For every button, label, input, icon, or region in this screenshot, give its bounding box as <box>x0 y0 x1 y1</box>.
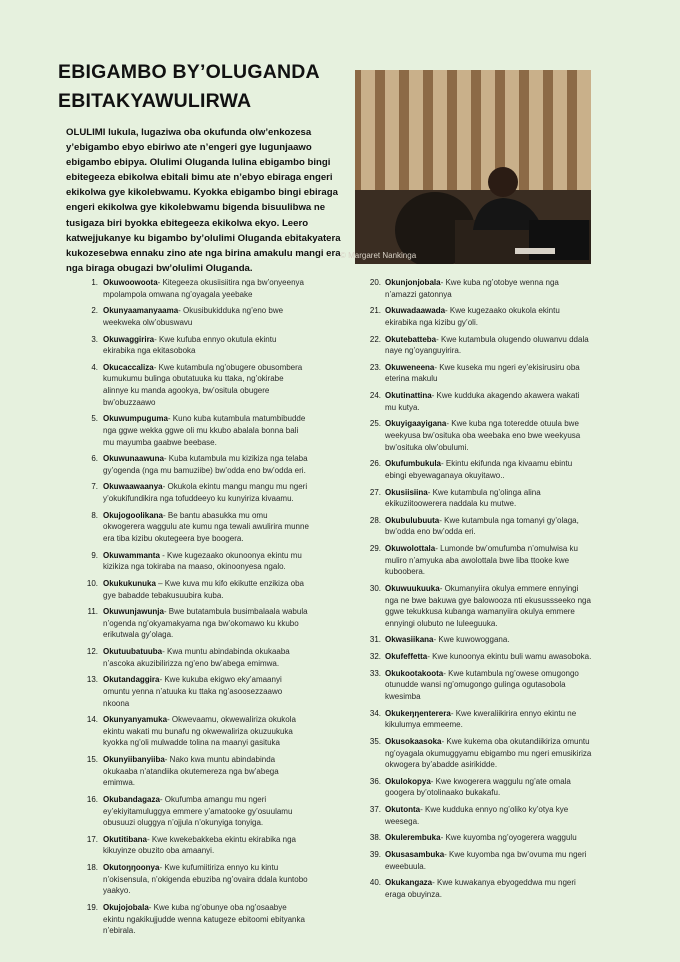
item-number: 24. <box>369 391 381 401</box>
list-item <box>82 674 310 709</box>
list-item <box>362 634 592 646</box>
item-term: Okuwuukuuka <box>385 584 440 593</box>
item-term: Okucaccaliza <box>103 362 154 372</box>
item-number: 37. <box>369 805 381 815</box>
item-term: Okukukunuka <box>103 578 156 588</box>
item-definition: - Kuno kuba kutambula matumbibudde nga ggwe wekka ggwe oli mu kkubo abalala bonna bali mu mayumba gaabwe beebase. <box>103 414 306 447</box>
list-item <box>362 277 592 300</box>
item-definition: - Kwe kuyomba ng’oyogerera waggulu <box>440 833 577 843</box>
list-item <box>362 543 592 578</box>
photo-woman-at-desk <box>355 70 591 264</box>
list-item <box>82 862 310 897</box>
item-definition: - Kwe kuwakanya ebyogeddwa mu ngeri eraga obuyinza. <box>385 878 576 899</box>
item-number: 9. <box>91 550 98 560</box>
item-definition: - Kwe kukuba ekigwo eky’amaanyi omuntu yenna n’atuuka ku ttaka ng’asoosezzaawo nkoona <box>103 675 283 708</box>
item-number: 11. <box>87 607 98 617</box>
item-definition: - Kuba kutambula mu kizikiza nga telaba gy’ogenda (nga mu bamuziibe) bw’odda eno bw’odda eri. <box>103 454 308 475</box>
item-definition: - Kwe kweraliikirira ennyo ekintu ne kikulumya emmeeme. <box>385 708 577 730</box>
item-number: 21. <box>369 306 381 316</box>
item-definition: - Kwe kuba ng’obunye oba ng’osaabye ekintu ngakikujjudde wenna katugeze ebitoomi ebityanka n’ebirala. <box>103 903 305 936</box>
item-definition: - Kwe kutambula ng’owese omugongo otunudde wansi ng’omugongo gulinga ogutasobola kwesimba <box>385 668 579 702</box>
list-item <box>82 510 310 545</box>
item-term: Okufeffetta <box>385 652 428 662</box>
list-item <box>362 583 592 629</box>
item-definition: - Okusibukidduka ng’eno bwe weekweka olw’obuswavu <box>103 306 284 327</box>
item-definition: - Kwe kufumiitiriza ennyo ku kintu n’okisensula, n’okigenda ebuziba ng’ovaira ddala kuntobo yaakyo. <box>103 863 308 896</box>
item-definition: - Lumonde bw’omufumba n’omulwisa ku muliro n’amyuka aba awolottala bwe liba ttooke kwe kubooberа. <box>385 544 578 577</box>
item-term: Okunyanyamuka <box>103 715 168 725</box>
item-term: Okuwaggirira <box>103 334 155 344</box>
list-item <box>82 413 310 448</box>
item-term: Okwasiikana <box>385 635 434 645</box>
item-number: 36. <box>369 776 381 786</box>
item-number: 15. <box>86 755 98 765</box>
item-term: Okusasambuka <box>385 850 445 860</box>
list-item <box>362 708 592 731</box>
item-definition: - Kwe kuseka mu ngeri ey’ekisirusiru oba eterina makulu <box>385 362 580 384</box>
item-number: 6. <box>91 454 98 464</box>
list-item <box>82 362 310 408</box>
item-term: Okunyiibanyiiba <box>103 755 165 765</box>
list-item <box>82 305 310 328</box>
item-number: 32. <box>369 652 381 662</box>
item-definition: - Nako kwa muntu abindabinda okukaaba n’atandiika okutemereza nga bw’abega emimwa. <box>103 755 279 788</box>
list-item <box>362 362 592 385</box>
list-item <box>362 849 592 872</box>
item-number: 12. <box>86 647 98 657</box>
list-item <box>362 877 592 900</box>
item-term: Okuwammanta <box>103 550 160 560</box>
item-term: Okusiisiina <box>385 487 428 497</box>
list-item <box>362 305 592 328</box>
item-term: Okuwunjawunja <box>103 607 164 617</box>
item-number: 34. <box>369 708 381 718</box>
item-definition: - Kwe kukema oba okutandiikiriza omuntu ng’oyagala okumuggyamu ebigambo mu ngeri emusikiriza okwogera by’abadde asirikidde. <box>385 737 592 770</box>
item-term: Okutuubatuuba <box>103 647 163 657</box>
item-number: 3. <box>91 334 98 344</box>
item-term: Okutoŋŋoonya <box>103 863 160 873</box>
item-term: Okuwolottala <box>385 544 436 554</box>
item-term: Okutinattina <box>385 391 432 401</box>
list-item <box>82 578 310 601</box>
item-definition: - Be bantu abasukka mu omu okwogerera waggulu ate kumu nga tewali awulirira munne era tiba kizibu okutegeera bye boogera. <box>103 510 309 543</box>
item-number: 23. <box>369 362 381 372</box>
item-term: Okuwadaawada <box>385 306 446 316</box>
item-number: 13. <box>86 675 98 685</box>
item-term: Okuyigaayigana <box>385 419 447 429</box>
list-item <box>82 606 310 641</box>
item-number: 19. <box>86 903 98 912</box>
item-term: Okulokopya <box>385 776 431 786</box>
list-item <box>82 794 310 829</box>
item-definition: - Bwe butatambula busimbalaala wabula n’ogenda ng’okyamakyama nga bw’okomawo ku kkubo erikutwala gy’olaga. <box>103 607 308 640</box>
item-definition: - Kwe kufuba ennyo okutula ekintu ekirabika nga ekitasoboka <box>103 334 277 356</box>
item-number: 31. <box>369 635 381 645</box>
item-number: 5. <box>91 414 98 424</box>
list-item <box>82 646 310 669</box>
item-definition: - Kwe kudduka akagendo akawera wakati mu kutya. <box>385 391 580 412</box>
item-number: 2. <box>91 306 98 316</box>
item-number: 25. <box>369 419 381 429</box>
item-definition: - Kwe kwogerera waggulu ng’ate omala googera by’otolinaako bukakafu. <box>385 776 571 798</box>
item-number: 20. <box>369 278 381 287</box>
item-term: Okutonta <box>385 805 421 815</box>
item-term: Okutandaggira <box>103 675 160 685</box>
item-term: Okukeŋŋenterera <box>385 708 451 718</box>
item-term: Okutitibana <box>103 834 148 844</box>
item-definition: - Kwa muntu abindabinda okukaaba n’ascoka akuzibilirizza ng’eno bw’abega emimwa. <box>103 647 290 668</box>
list-item <box>362 418 592 453</box>
item-definition: - Kitegeeza okusiisiitira nga bw’onyeenya mpolampola omwana ng’oyagala yeebake <box>103 278 304 299</box>
item-number: 10. <box>86 578 98 588</box>
item-number: 14. <box>86 715 98 725</box>
item-number: 7. <box>91 482 98 492</box>
list-item <box>362 651 592 663</box>
item-definition: – Kwe kuva mu kifo ekikutte enzikiza oba gye babadde tebakusuubira kuba. <box>103 578 304 600</box>
photo-credit: © Margaret Nankinga <box>340 251 417 260</box>
list-item <box>82 714 310 749</box>
item-term: Okulerembuka <box>385 833 441 843</box>
item-number: 35. <box>369 737 381 746</box>
item-definition: - Kwe kuba ng’otobye wenna nga n’amazzi gatonnya <box>385 278 559 299</box>
item-definition: - Kwe kutambula ng’olinga alina ekikuziitoowerera naddala ku mutwe. <box>385 487 541 509</box>
item-definition: - Kwe kunoonya ekintu buli wamu awasoboka. <box>427 652 592 662</box>
item-definition: - Kwe kugezaako okukola ekintu ekirabika nga kizibu gy’oli. <box>385 306 560 327</box>
item-number: 33. <box>369 668 381 678</box>
item-term: Okubulubuuta <box>385 515 440 525</box>
item-number: 4. <box>91 362 98 372</box>
item-number: 40. <box>369 878 381 888</box>
item-number: 38. <box>369 833 381 843</box>
list-item <box>362 390 592 413</box>
item-term: Okufumbukula <box>385 459 442 469</box>
item-term: Okutebatteba <box>385 334 437 344</box>
item-term: Okuwaawaanya <box>103 482 163 492</box>
list-item <box>82 550 310 573</box>
item-term: Okuwunaawuna <box>103 454 164 464</box>
item-definition: - Kwe kugezaako okunoonya ekintu mu kizikiza nga tokiraba na maaso, okinoonyesa ngalo. <box>103 550 302 572</box>
item-definition: - Okwevaamu, okwewaliriza okukola ekintu wakati mu bunafu ng okwewaliriza okuzuukuka kyokka ng’oli mulwadde tolina na maanyi gasituka <box>103 715 296 748</box>
list-item <box>82 334 310 357</box>
item-term: Okunyaamanyaama <box>103 306 179 316</box>
item-definition: - Kwe kuyomba nga bw’ovuma mu ngeri eweebuula. <box>385 850 587 871</box>
item-definition: - Kwe kudduka ennyo ng’oliko ky’otya kye weesega. <box>385 805 569 826</box>
word-list-left <box>82 277 310 942</box>
item-definition: - Okukola ekintu mangu mangu mu ngeri y’okukifundikira nga tofuddeeyo ku kunyiriza kivaamu. <box>103 482 308 504</box>
item-number: 27. <box>369 487 381 497</box>
item-definition: - Kwe kuba nga toteredde otuula bwe weekyusa bw’osituka oba weebaka eno bwe weekyusa bw’osituka olw’obulumi. <box>385 419 581 452</box>
item-number: 30. <box>369 584 381 593</box>
list-item <box>82 834 310 857</box>
item-number: 28. <box>369 515 381 525</box>
item-number: 22. <box>369 334 381 344</box>
list-item <box>362 804 592 827</box>
item-term: Okubandagaza <box>103 794 160 804</box>
list-item <box>362 515 592 538</box>
item-term: Okusokaasoka <box>385 737 442 746</box>
list-item <box>362 487 592 510</box>
item-definition: - Kwe kwekebakkeba ekintu ekirabika nga kikuyinze obuzito oba amaanyi. <box>103 834 296 856</box>
item-definition: - Kwe kuwowoggana. <box>433 635 510 645</box>
item-term: Okuwumpuguma <box>103 414 168 424</box>
list-item <box>362 334 592 357</box>
word-list-right <box>362 277 592 906</box>
list-item <box>82 453 310 476</box>
article-title: EBIGAMBO BY’OLUGANDA EBITAKYAWULIRWA <box>58 61 320 112</box>
item-number: 16. <box>86 794 98 804</box>
item-number: 29. <box>369 544 381 554</box>
item-term: Okukangaza <box>385 878 433 888</box>
item-number: 18. <box>86 863 98 873</box>
item-definition: - Okufumba amangu mu ngeri ey’ekiyitamuluggya emmere y’amatooke gy’osuulamu obusuuzi oluggya n’ojjula n’okunyiga tonyiga. <box>103 794 293 828</box>
item-number: 17. <box>86 834 98 844</box>
item-definition: - Kwe kutambula nga tomanyi gy’olaga, bw’odda eno bw’odda eri. <box>385 515 579 537</box>
intro-paragraph: OLULIMI lukula, lugaziwa oba okufunda olw’enkozesa y’ebigambo ebyo ebiriwo ate n’engeri gye lugunjaawo ebigambo ebipya. Olulimi Oluganda lulina ebigambo bingi ebitegeeza ebikolwa ebitali bimu ate n’ebyo ebiraga engeri ekikolwa gye kikolebwamu. Kyokka ebigambo bingi ebiraga engeri ekikolwa gye kikolebwamu bigenda bisuulibwa ne tusigaza biri byokka ebitegeeza ekikolwa ekyo. Leero katwejjukanye ku bigambo by’olulimi Oluganda ebitakyatera kukozesebwa ennaku zino ate nga birina amakulu mangi era nga biraga obugazi bw’olulimi Oluganda. <box>66 127 341 274</box>
item-number: 26. <box>369 459 381 469</box>
item-definition: - Kwe kutambula ng’obugere obusombera kumukumu bulinga obutatuuka ku ttaka, ng’okirabe alinnye ku manda agookya, bw’ositula obugere bw’obuzzaawo <box>103 362 303 407</box>
list-item <box>362 668 592 703</box>
list-item <box>362 458 592 481</box>
list-item <box>82 754 310 789</box>
item-definition: - Ekintu ekifunda nga kivaamu ebintu ebingi ebyewaganaya okuyitawo.. <box>385 459 573 480</box>
item-term: Okukootakoota <box>385 668 444 678</box>
item-term: Okuweneena <box>385 362 435 372</box>
item-term: Okuwoowoota <box>103 278 158 287</box>
list-item <box>82 481 310 504</box>
item-number: 1. <box>91 278 98 287</box>
item-number: 8. <box>91 510 98 520</box>
list-item <box>362 736 592 771</box>
item-definition: - Kwe kutambula olugendo oluwanvu ddala naye ng’oyanguyirira. <box>385 334 589 356</box>
list-item <box>362 832 592 844</box>
item-term: Okujojobala <box>103 903 149 912</box>
list-item <box>82 902 310 937</box>
item-definition: - Okumanyiira okulya emmere ennyingi nga ne bwe bakuwa gye balowooza nti ekusussseeko nga ggwe tekukkusa kubanga wamanyiira okulya emmere ennyingi olubuto ne luleeguuka. <box>385 584 591 628</box>
list-item <box>362 776 592 799</box>
item-term: Okunjonjobala <box>385 278 441 287</box>
item-term: Okujogoolikana <box>103 510 164 520</box>
item-number: 39. <box>369 850 381 860</box>
list-item <box>82 277 310 300</box>
